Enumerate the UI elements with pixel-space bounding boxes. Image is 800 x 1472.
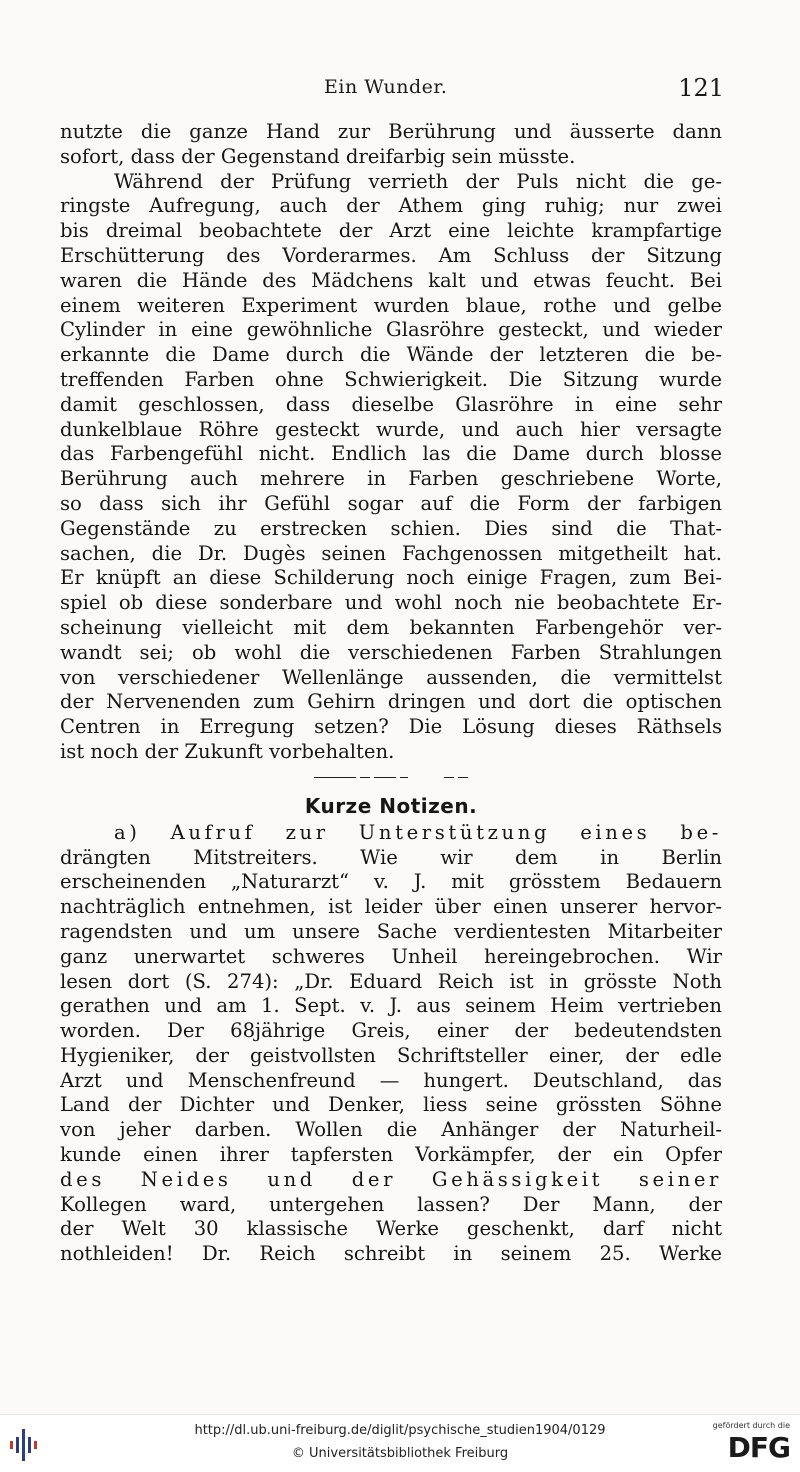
text-line: so dass sich ihr Gefühl sogar auf die Form der farbigen bbox=[60, 491, 722, 515]
text-line: lesen dort (S. 274): „Dr. Eduard Reich ist in grösste Noth bbox=[60, 969, 722, 993]
text-line: Während der Prüfung verrieth der Puls nicht die ge- bbox=[114, 169, 722, 193]
page-footer bbox=[0, 1414, 800, 1472]
text-line: treffenden Farben ohne Schwierigkeit. Die Sitzung wurde bbox=[60, 367, 722, 391]
notes-text bbox=[60, 821, 722, 1267]
text-line: worden. Der 68jährige Greis, einer der bedeutendsten bbox=[60, 1019, 722, 1043]
text-line: von jeher darben. Wollen die Anhänger der Naturheil- bbox=[60, 1118, 722, 1142]
text-line: nutzte die ganze Hand zur Berührung und äusserte dann bbox=[60, 120, 722, 143]
source-url[interactable]: http://dl.ub.uni-freiburg.de/diglit/psychische_studien1904/0129 bbox=[194, 1423, 606, 1438]
text-line: von verschiedener Wellenlänge aussenden, die vermittelst bbox=[60, 665, 722, 689]
article-text bbox=[60, 120, 722, 765]
text-line: Kollegen ward, untergehen lassen? Der Mann, der bbox=[60, 1192, 722, 1216]
text-line: ringste Aufregung, auch der Athem ging ruhig; nur zwei bbox=[60, 194, 722, 218]
text-line: erkannte die Dame durch die Wände der letzteren die be- bbox=[60, 343, 722, 367]
copyright-notice: © Universitätsbibliothek Freiburg bbox=[291, 1446, 509, 1461]
text-line: des Neides und der Gehässigkeit seiner bbox=[60, 1167, 722, 1191]
page-body bbox=[60, 120, 722, 1267]
text-line: bis dreimal beobachtete der Arzt eine leichte krampfartige bbox=[60, 219, 722, 243]
text-line: Hygieniker, der geistvollsten Schriftsteller einer, der edle bbox=[60, 1043, 722, 1067]
text-line: wandt sei; ob wohl die verschiedenen Farben Strahlungen bbox=[60, 640, 722, 664]
text-line: kunde einen ihrer tapfersten Vorkämpfer, der ein Opfer bbox=[60, 1143, 722, 1167]
text-line: waren die Hände des Mädchens kalt und etwas feucht. Bei bbox=[60, 268, 722, 292]
text-line: spiel ob diese sonderbare und wohl noch nie beobachtete Er- bbox=[60, 591, 722, 615]
dfg-logo: DFG bbox=[727, 1431, 790, 1464]
text-line: Cylinder in eine gewöhnliche Glasröhre gesteckt, und wieder bbox=[60, 318, 722, 342]
text-line: gerathen und am 1. Sept. v. J. aus seinem Heim vertrieben bbox=[60, 994, 722, 1018]
text-line: Er knüpft an diese Schilderung noch einige Fragen, zum Bei- bbox=[60, 566, 722, 590]
funding-note: gefördert durch die bbox=[712, 1421, 790, 1430]
text-line: Arzt und Menschenfreund — hungert. Deutschland, das bbox=[60, 1068, 722, 1092]
text-line: der Welt 30 klassische Werke geschenkt, darf nicht bbox=[60, 1217, 722, 1241]
text-line: einem weiteren Experiment wurden blaue, rothe und gelbe bbox=[60, 293, 722, 317]
text-line: Berührung auch mehrere in Farben geschriebene Worte, bbox=[60, 467, 722, 491]
text-line: damit geschlossen, dass dieselbe Glasröhre in eine sehr bbox=[60, 392, 722, 416]
text-line: Erschütterung des Vorderarmes. Am Schluss der Sitzung bbox=[60, 243, 722, 267]
text-line: scheinung vielleicht mit dem bekannten Farbengehör ver- bbox=[60, 615, 722, 639]
text-line: drängten Mitstreiters. Wie wir dem in Berlin bbox=[60, 845, 722, 869]
text-line: sachen, die Dr. Dugès seinen Fachgenossen mitgetheilt hat. bbox=[60, 541, 722, 565]
text-line: Centren in Erregung setzen? Die Lösung dieses Räthsels bbox=[60, 715, 722, 739]
page-header bbox=[60, 74, 724, 104]
text-line: ganz unerwartet schweres Unheil hereingebrochen. Wir bbox=[60, 944, 722, 968]
page-number: 121 bbox=[678, 74, 724, 102]
text-line: erscheinenden „Naturarzt“ v. J. mit grösstem Bedauern bbox=[60, 870, 722, 894]
text-line: sofort, dass der Gegenstand dreifarbig sein müsste. bbox=[60, 144, 576, 168]
text-line: a) Aufruf zur Unterstützung eines be- bbox=[114, 820, 722, 844]
text-line: Gegenstände zu erstrecken schien. Dies sind die That- bbox=[60, 516, 722, 540]
text-line: nachträglich entnehmen, ist leider über einen unserer hervor- bbox=[60, 895, 722, 919]
text-line: ist noch der Zukunft vorbehalten. bbox=[60, 739, 395, 763]
text-line: nothleiden! Dr. Reich schreibt in seinem 25. Werke bbox=[60, 1242, 722, 1266]
text-line: der Nervenenden zum Gehirn dringen und dort die optischen bbox=[60, 690, 722, 714]
section-heading: Kurze Notizen. bbox=[304, 793, 478, 818]
text-line: dunkelblaue Röhre gesteckt wurde, und auch hier versagte bbox=[60, 417, 722, 441]
section-separator bbox=[60, 765, 722, 791]
running-title: Ein Wunder. bbox=[324, 76, 448, 98]
text-line: ragendsten und um unsere Sache verdientesten Mitarbeiter bbox=[60, 919, 722, 943]
text-line: Land der Dichter und Denker, liess seine grössten Söhne bbox=[60, 1093, 722, 1117]
text-line: das Farbengefühl nicht. Endlich las die Dame durch blosse bbox=[60, 442, 722, 466]
